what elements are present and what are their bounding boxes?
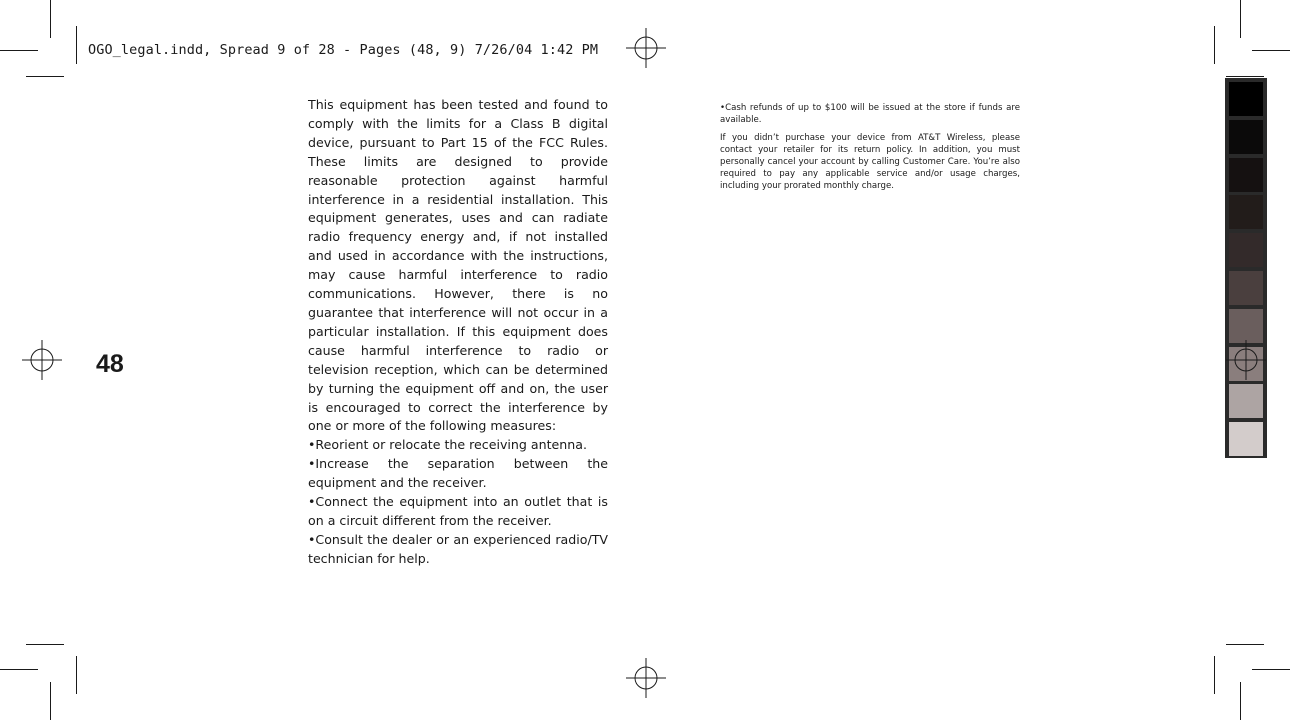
indesign-slug-line: OGO_legal.indd, Spread 9 of 28 - Pages (48, 9) 7/26/04 1:42 PM [88,42,599,58]
color-swatch [1229,309,1263,343]
crop-mark [1214,656,1215,694]
crop-mark [1240,0,1241,38]
color-control-bar [1225,78,1267,458]
crop-mark [50,682,51,720]
color-swatch [1229,82,1263,116]
crop-mark [1226,76,1264,77]
fcc-notice-column [308,96,608,569]
color-swatch [1229,384,1263,418]
color-swatch [1229,233,1263,267]
crop-mark [1252,50,1290,51]
measure-bullet-2: •Increase the separation between the equipment and the receiver. [308,456,608,491]
crop-mark [76,656,77,694]
page-number: 48 [96,350,124,378]
measure-bullet-4: •Consult the dealer or an experienced radio/TV technician for help. [308,531,608,566]
color-swatch [1229,195,1263,229]
refund-paragraph-2: If you didn’t purchase your device from AT&T Wireless, please contact your retailer for its return policy. In addition, you must personally cancel your account by calling Customer Care. You’re also required to pay any applicable service and/or usage charges, including your prorated monthly charge. [720,133,1020,191]
color-swatch [1229,422,1263,456]
registration-mark-icon [626,658,666,698]
crop-mark [0,50,38,51]
refund-paragraph-1: •Cash refunds of up to $100 will be issued at the store if funds are available. [720,103,1020,125]
color-swatch [1229,120,1263,154]
crop-mark [1240,682,1241,720]
fcc-notice-paragraph: This equipment has been tested and found to comply with the limits for a Class B digital device, pursuant to Part 15 of the FCC Rules. These limits are designed to provide reasonable protection against harmful interference in a residential installation. This equipment generates, uses and can radiate radio frequency energy and, if not installed and used in accordance with the instructions, may cause harmful interference to radio communications. However, there is no guarantee that interference will not occur in a particular installation. If this equipment does cause harmful interference to radio or television reception, which can be determined by turning the equipment off and on, the user is encouraged to correct the interference by one or more of the following measures: [308,97,608,434]
color-swatch [1229,271,1263,305]
registration-mark-icon [1226,340,1266,380]
measure-bullet-3: •Connect the equipment into an outlet that is on a circuit different from the receiver. [308,494,608,528]
crop-mark [1214,26,1215,64]
measure-bullet-1: •Reorient or relocate the receiving antenna. [308,437,587,453]
crop-mark [0,669,38,670]
color-swatch [1229,158,1263,192]
crop-mark [50,0,51,38]
registration-mark-icon [22,340,62,380]
crop-mark [1226,644,1264,645]
crop-mark [76,26,77,64]
crop-mark [1252,669,1290,670]
registration-mark-icon [626,28,666,68]
crop-mark [26,644,64,645]
crop-mark [26,76,64,77]
refund-policy-column [720,102,1020,198]
